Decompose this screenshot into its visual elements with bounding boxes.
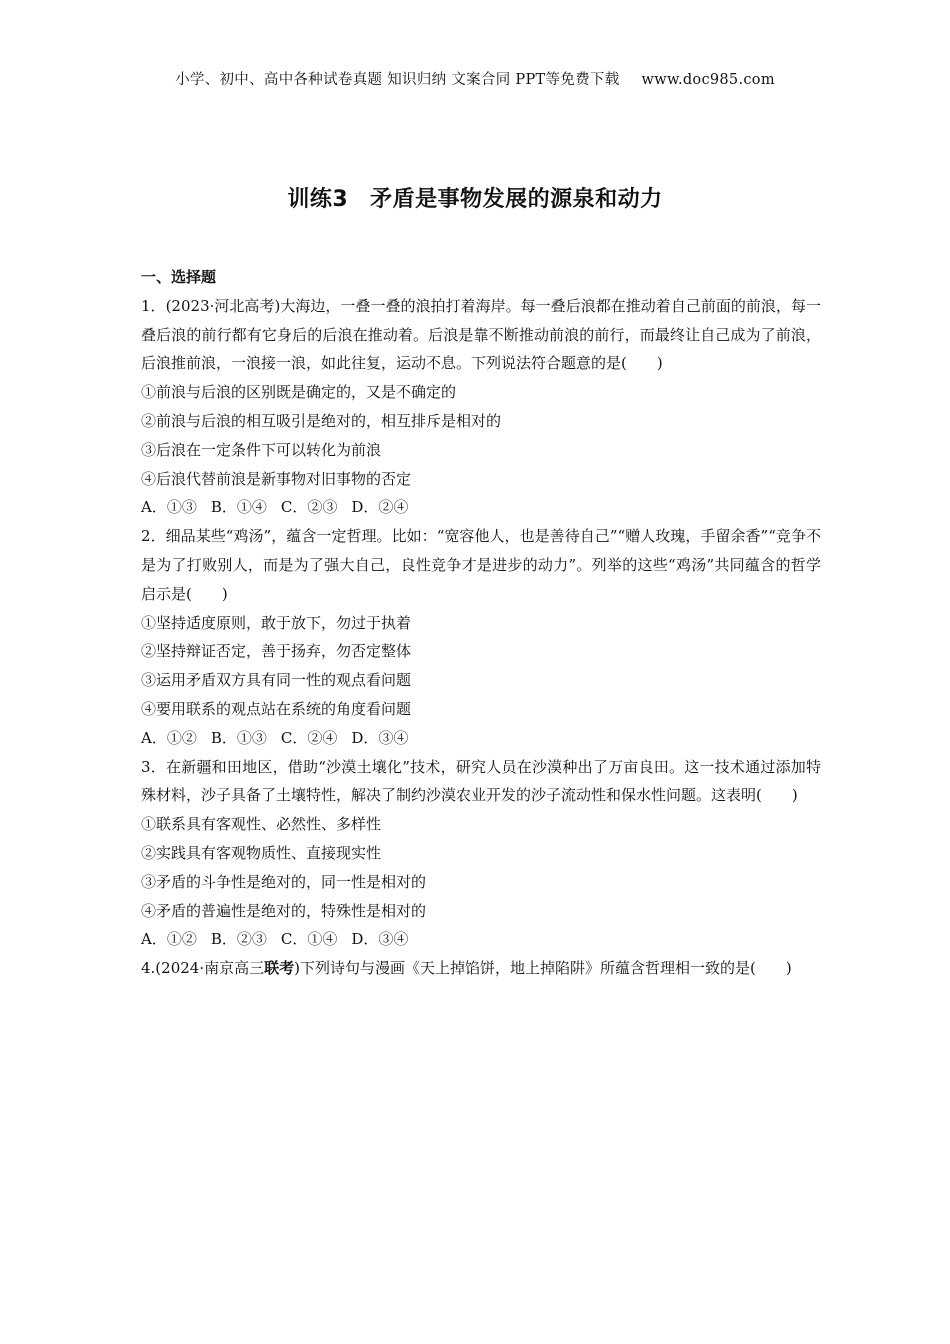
statement-item: ②坚持辩证否定，善于扬弃，勿否定整体 — [141, 642, 412, 661]
option-b[interactable]: B．②③ — [210, 930, 267, 949]
answer-options — [141, 925, 821, 954]
header-text: 小学、初中、高中各种试卷真题 知识归纳 文案合同 PPT等免费下载 — [175, 72, 620, 88]
question-text-bold: 联考 — [264, 959, 295, 978]
statement-item: ③矛盾的斗争性是绝对的，同一性是相对的 — [141, 872, 427, 891]
statement-item: ③后浪在一定条件下可以转化为前浪 — [141, 440, 382, 459]
statement-item: ②前浪与后浪的相互吸引是绝对的，相互排斥是相对的 — [141, 411, 502, 430]
section-title: 一、选择题 — [141, 268, 217, 286]
option-a[interactable]: A．①③ — [141, 498, 197, 517]
question-text: 1．(2023·河北高考)大海边，一叠一叠的浪拍打着海岸。每一叠后浪都在推动着自己前面的前浪，每一叠后浪的前行都有它身后的后浪在推动着。后浪是靠不断推动前浪的前行，而最终让自己成为了前浪，后浪推前浪，一浪接一浪，如此往复，运动不息。下列说法符合题意的是( ) — [141, 296, 821, 373]
statement-item: ①前浪与后浪的区别既是确定的，又是不确定的 — [141, 383, 457, 402]
option-a[interactable]: A．①② — [141, 728, 197, 747]
question-text — [141, 954, 821, 983]
page-title — [0, 182, 950, 213]
option-b[interactable]: B．①③ — [210, 728, 267, 747]
question-text: 2．细品某些“鸡汤”，蕴含一定哲理。比如：“宽容他人，也是善待自己”“赠人玫瑰，手留余香”“竞争不是为了打败别人，而是为了强大自己，良性竞争才是进步的动力”。列举的这些“鸡汤”共同蕴含的哲学启示是( ) — [141, 527, 821, 603]
question-4 — [141, 954, 821, 983]
page-header — [0, 68, 950, 89]
option-a[interactable]: A．①② — [141, 930, 197, 949]
statement-item: ④后浪代替前浪是新事物对旧事物的否定 — [141, 469, 412, 488]
question-text-suffix: )下列诗句与漫画《天上掉馅饼，地上掉陷阱》所蕴含哲理相一致的是( ) — [294, 959, 792, 978]
statement-item: ①联系具有客观性、必然性、多样性 — [141, 815, 382, 834]
exercise-content — [141, 263, 821, 983]
option-d[interactable]: D．③④ — [351, 728, 409, 747]
title-topic: 矛盾是事物发展的源泉和动力 — [370, 187, 663, 212]
title-number: 训练3 — [287, 187, 349, 212]
answer-options — [141, 493, 821, 522]
statement-item: ②实践具有客观物质性、直接现实性 — [141, 843, 382, 862]
question-3 — [141, 753, 821, 955]
statement-item: ③运用矛盾双方具有同一性的观点看问题 — [141, 671, 412, 690]
option-d[interactable]: D．③④ — [351, 930, 409, 949]
option-c[interactable]: C．②④ — [280, 728, 338, 747]
question-1 — [141, 292, 821, 522]
question-text: 3．在新疆和田地区，借助“沙漠土壤化”技术，研究人员在沙漠种出了万亩良田。这一技术通过添加特殊材料，沙子具备了土壤特性，解决了制约沙漠农业开发的沙子流动性和保水性问题。这表明( ) — [141, 757, 821, 805]
answer-options — [141, 724, 821, 753]
question-text-prefix: 4.(2024·南京高三 — [141, 959, 265, 978]
option-b[interactable]: B．①④ — [210, 498, 267, 517]
statement-item: ④矛盾的普遍性是绝对的，特殊性是相对的 — [141, 901, 427, 920]
header-url: www.doc985.com — [641, 72, 775, 88]
option-d[interactable]: D．②④ — [351, 498, 409, 517]
option-c[interactable]: C．①④ — [280, 930, 338, 949]
option-c[interactable]: C．②③ — [280, 498, 338, 517]
statement-item: ④要用联系的观点站在系统的角度看问题 — [141, 699, 412, 718]
statement-item: ①坚持适度原则，敢于放下，勿过于执着 — [141, 613, 412, 632]
question-2 — [141, 522, 821, 752]
